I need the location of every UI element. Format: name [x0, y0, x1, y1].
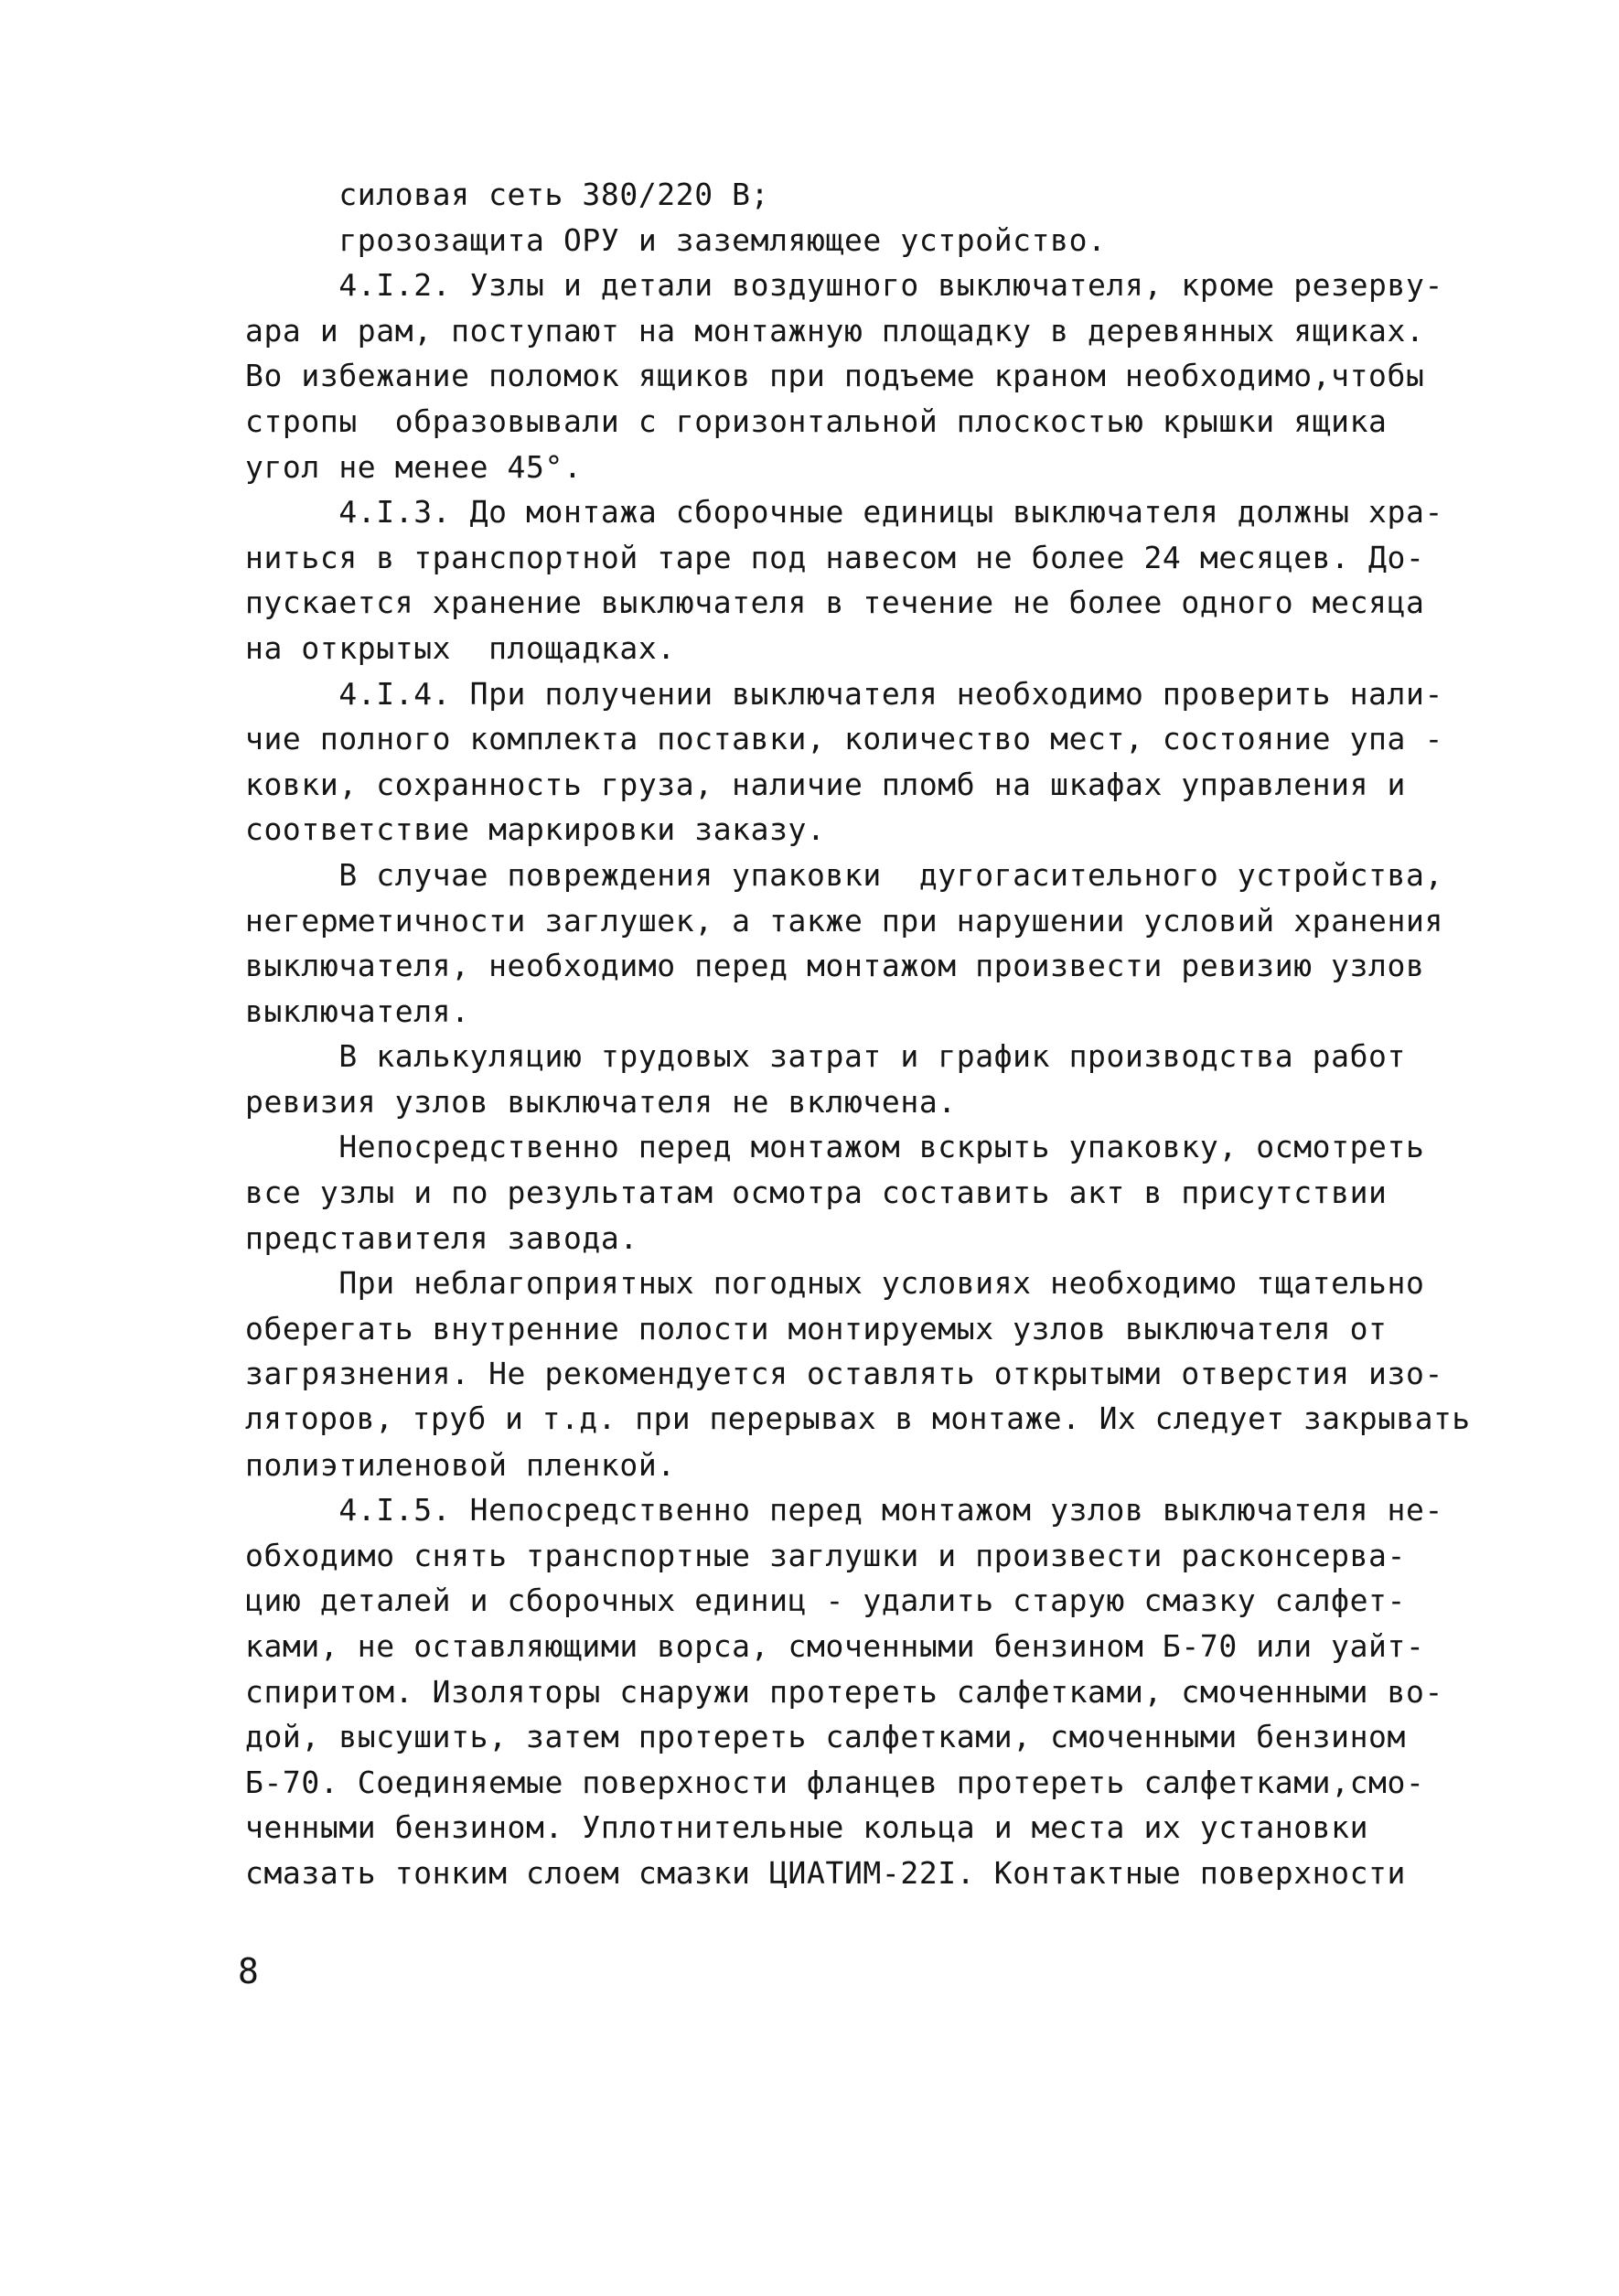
text-line: В калькуляцию трудовых затрат и график производства работ	[245, 1038, 1406, 1075]
text-line: стропы образовывали с горизонтальной плоскостью крышки ящика	[245, 402, 1388, 439]
text-line: пускается хранение выключателя в течение не более одного месяца	[245, 585, 1425, 621]
text-line: силовая сеть 380/220 В;	[245, 177, 770, 212]
text-line: представителя завода.	[245, 1219, 638, 1256]
text-line: негерметичности заглушек, а также при нарушении условий хранения	[245, 902, 1443, 939]
text-line: 4.I.3. До монтажа сборочные единицы выключателя должны хра-	[245, 494, 1443, 531]
text-line: дой, высушить, затем протереть салфетками, смоченными бензином	[245, 1719, 1406, 1755]
text-line: смазать тонким слоем смазки ЦИАТИМ-22I. Контактные поверхности	[245, 1854, 1406, 1891]
text-line: При неблагоприятных погодных условиях необходимо тщательно	[245, 1265, 1425, 1302]
text-line: 4.I.2. Узлы и детали воздушного выключателя, кроме резерву-	[245, 267, 1443, 304]
text-line: грозозащита ОРУ и заземляющее устройство.	[245, 221, 1107, 258]
text-line: угол не менее 45°.	[245, 448, 583, 485]
text-line: В случае повреждения упаковки дугогасительного устройства,	[245, 856, 1443, 893]
text-line: ками, не оставляющими ворса, смоченными бензином Б-70 или уайт-	[245, 1628, 1425, 1664]
text-line: все узлы и по результатам осмотра составить акт в присутствии	[245, 1175, 1388, 1211]
text-line: полиэтиленовой пленкой.	[245, 1446, 676, 1483]
text-line: 4.I.5. Непосредственно перед монтажом узлов выключателя не-	[245, 1492, 1443, 1529]
text-line: ниться в транспортной таре под навесом не более 24 месяцев. До-	[245, 539, 1425, 575]
text-line: ревизия узлов выключателя не включена.	[245, 1083, 957, 1120]
text-line: ара и рам, поступают на монтажную площадку в деревянных ящиках.	[245, 312, 1425, 349]
page-number: 8	[238, 1951, 259, 1991]
text-line: цию деталей и сборочных единиц - удалить старую смазку салфет-	[245, 1583, 1406, 1619]
text-line: Б-70. Соединяемые поверхности фланцев протереть салфетками,смо-	[245, 1764, 1425, 1800]
text-line: загрязнения. Не рекомендуется оставлять открытыми отверстия изо-	[245, 1356, 1443, 1392]
text-line: ляторов, труб и т.д. при перерывах в монтаже. Их следует закрывать	[245, 1401, 1471, 1437]
text-line: соответствие маркировки заказу.	[245, 811, 826, 848]
text-line: ковки, сохранность груза, наличие пломб на шкафах управления и	[245, 766, 1406, 802]
text-line: на открытых площадках.	[245, 629, 676, 666]
text-line: выключателя.	[245, 992, 470, 1029]
body-text	[245, 172, 1471, 1896]
text-line: ченными бензином. Уплотнительные кольца и места их установки	[245, 1809, 1369, 1846]
text-line: спиритом. Изоляторы снаружи протереть салфетками, смоченными во-	[245, 1673, 1443, 1710]
text-line: Во избежание поломок ящиков при подъеме краном необходимо,чтобы	[245, 358, 1425, 394]
text-line: чие полного комплекта поставки, количество мест, состояние упа -	[245, 721, 1443, 757]
text-line: обходимо снять транспортные заглушки и произвести расконсерва-	[245, 1537, 1406, 1573]
text-line: выключателя, необходимо перед монтажом произвести ревизию узлов	[245, 948, 1425, 984]
text-line: Непосредственно перед монтажом вскрыть упаковку, осмотреть	[245, 1129, 1425, 1165]
text-line: оберегать внутренние полости монтируемых узлов выключателя от	[245, 1310, 1388, 1346]
text-line: 4.I.4. При получении выключателя необходимо проверить нали-	[245, 675, 1443, 712]
